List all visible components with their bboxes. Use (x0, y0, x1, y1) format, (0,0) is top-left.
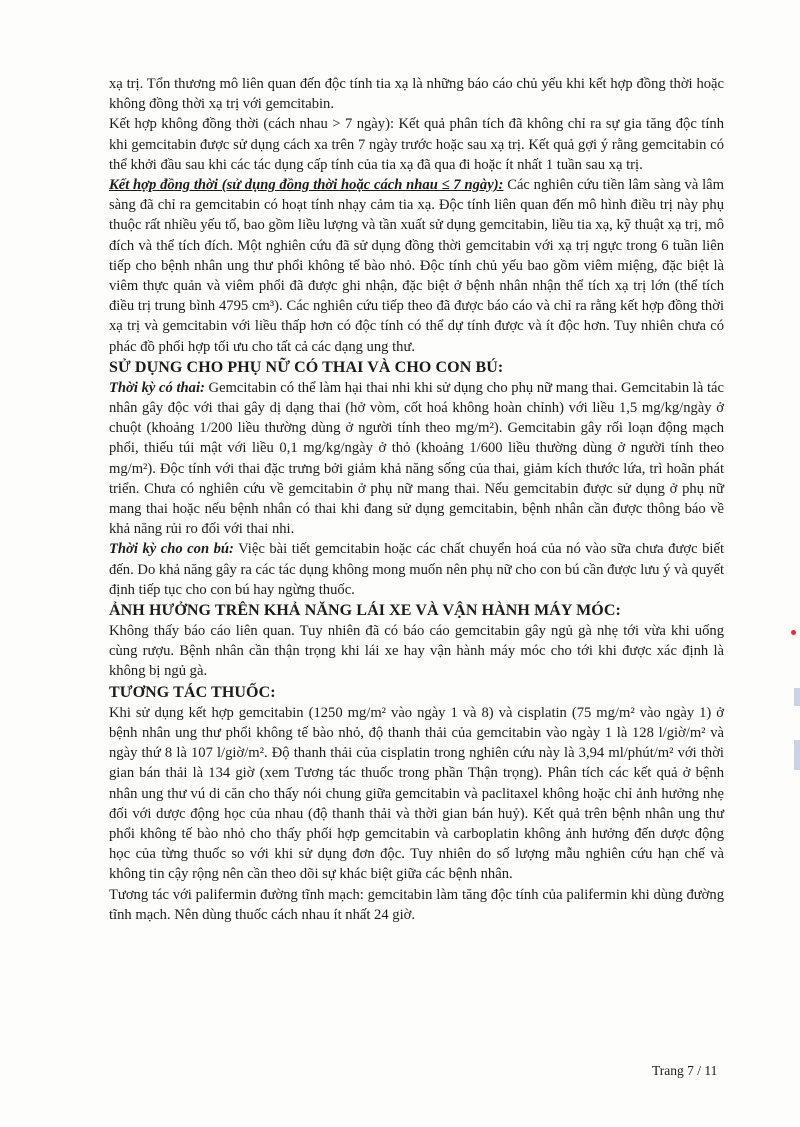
paragraph-pregnancy (109, 378, 724, 540)
concurrent-text: Các nghiên cứu tiền lâm sàng và lâm sàng đã chỉ ra gemcitabin có hoạt tính nhạy cảm tia xạ. Độc tính liên quan đến mô hình điều trị này phụ thuộc rất nhiều yếu tố, bao gồm liều lượng và tần xuất sử dụng gemcitabin, liều tia xạ, kỹ thuật xạ trị, mô đích và thể tích đích. Một nghiên cứu đã sử dụng đồng thời gemcitabin với xạ trị ngực trong 6 tuần liên tiếp cho bệnh nhân ung thư phổi không tế bào nhỏ. Độc tính chủ yếu bao gồm viêm miệng, đặc biệt là viêm thực quản và viêm phổi đã được ghi nhận, đặc biệt ở bệnh nhân nhận thể tích xạ trị lớn (thể tích điều trị trung bình 4795 cm³). Các nghiên cứu tiếp theo đã được báo cáo và chỉ ra rằng kết hợp đồng thời xạ trị và gemcitabin với liều thấp hơn có độc tính có thể dự tính được và ít độc hơn. Tuy nhiên chưa có phác đồ phối hợp tối ưu cho tất cả các dạng ung thư. (109, 177, 724, 355)
scan-edge-mark (794, 740, 800, 770)
paragraph-driving: Không thấy báo cáo liên quan. Tuy nhiên đã có báo cáo gemcitabin gây ngủ gà nhẹ tới vừa khi uống cùng rượu. Bệnh nhân cần thận trọng khi lái xe hay vận hành máy móc cho tới khi được xác định là không bị ngủ gà. (109, 623, 724, 680)
paragraph-interactions: Khi sử dụng kết hợp gemcitabin (1250 mg/m² vào ngày 1 và 8) và cisplatin (75 mg/m² vào ngày 1) ở bệnh nhân ung thư phổi không tế bào nhỏ, độ thanh thải của gemcitabin vào ngày 1 là 128 l/giờ/m² và ngày thứ 8 là 107 l/giờ/m². Độ thanh thải của cisplatin trong nghiên cứu này là 3,94 ml/phút/m² với thời gian bán thải là 134 giờ (xem Tương tác thuốc trong phần Thận trọng). Phân tích các kết quả ở bệnh nhân ung thư vú di căn cho thấy nói chung giữa gemcitabin và paclitaxel không hoặc chỉ ảnh hưởng nhẹ đối với dược động học của nhau (độ thanh thải và thời gian bán huỷ). Kết quả trên bệnh nhân ung thư phổi không tế bào nhỏ cho thấy phối hợp gemcitabin và carboplatin không ảnh hưởng đến dược động học của từng thuốc so với khi sử dụng đơn độc. Tuy nhiên do số lượng mẫu nghiên cứu hạn chế và không tin cậy rộng nên cần theo dõi sự khác biệt giữa các bệnh nhân. (109, 704, 724, 883)
paragraph-palifermin: Tương tác với palifermin đường tĩnh mạch: gemcitabin làm tăng độc tính của palifermin khi dùng đường tĩnh mạch. Nên dùng thuốc cách nhau ít nhất 24 giờ. (109, 886, 724, 923)
page-number: Trang 7 / 11 (652, 1063, 718, 1078)
heading-pregnancy: SỬ DỤNG CHO PHỤ NỮ CÓ THAI VÀ CHO CON BÚ: (109, 358, 504, 376)
heading-interactions: TƯƠNG TÁC THUỐC: (109, 683, 276, 701)
paragraph-concurrent (109, 175, 724, 357)
pregnancy-text: Gemcitabin có thể làm hại thai nhi khi sử dụng cho phụ nữ mang thai. Gemcitabin là tác nhân gây độc với thai gây dị dạng thai (hở vòm, cốt hoá không hoàn chỉnh) với liều 1,5 mg/kg/ngày ở chuột (khoảng 1/200 liều thường dùng ở người tính theo mg/m²). Gemcitabin gây rối loạn động mạch phổi, thiếu túi mật với liều 0,1 mg/kg/ngày ở thỏ (khoảng 1/600 liều thường dùng ở người tính theo mg/m²). Độc tính với thai đặc trưng bởi giảm khả năng sống của thai, giảm kích thước lứa, trì hoãn phát triển. Chưa có nghiên cứu về gemcitabin ở phụ nữ mang thai. Nếu gemcitabin được sử dụng ở phụ nữ mang thai hoặc nếu bệnh nhân có thai khi đang sử dụng gemcitabin, bệnh nhân cần được thông báo về khả năng rủi ro đối với thai nhi. (109, 379, 724, 538)
lactation-lead: Thời kỳ cho con bú: (109, 541, 234, 558)
concurrent-lead: Kết hợp đồng thời (sử dụng đồng thời hoặc cách nhau ≤ 7 ngày): (109, 177, 504, 194)
paragraph-radiotherapy-intro: xạ trị. Tổn thương mô liên quan đến độc tính tia xạ là những báo cáo chủ yếu khi kết hợp đồng thời hoặc không đồng thời xạ trị với gemcitabin. (109, 76, 724, 113)
lactation-text: Việc bài tiết gemcitabin hoặc các chất chuyển hoá của nó vào sữa chưa được biết đến. Do khả năng gây ra các tác dụng không mong muốn nên phụ nữ cho con bú cần được lưu ý và quyết định tiếp tục cho con bú hay ngừng thuốc. (109, 541, 724, 598)
document-body (109, 74, 724, 925)
paragraph-lactation (109, 539, 724, 600)
scan-red-dot (791, 630, 796, 635)
heading-driving: ẢNH HƯỞNG TRÊN KHẢ NĂNG LÁI XE VÀ VẬN HÀNH MÁY MÓC: (109, 602, 621, 620)
scan-edge-mark (794, 688, 800, 706)
pregnancy-lead: Thời kỳ có thai: (109, 379, 205, 396)
paragraph-non-concurrent: Kết hợp không đồng thời (cách nhau > 7 ngày): Kết quả phân tích đã không chỉ ra sự gia tăng độc tính khi gemcitabin được sử dụng cách xa trên 7 ngày trước hoặc sau xạ trị. Kết quả gợi ý rằng gemcitabin có thể khởi đầu sau khi các tác dụng cấp tính của tia xạ đã qua đi hoặc ít nhất 1 tuần sau xạ trị. (109, 116, 724, 173)
